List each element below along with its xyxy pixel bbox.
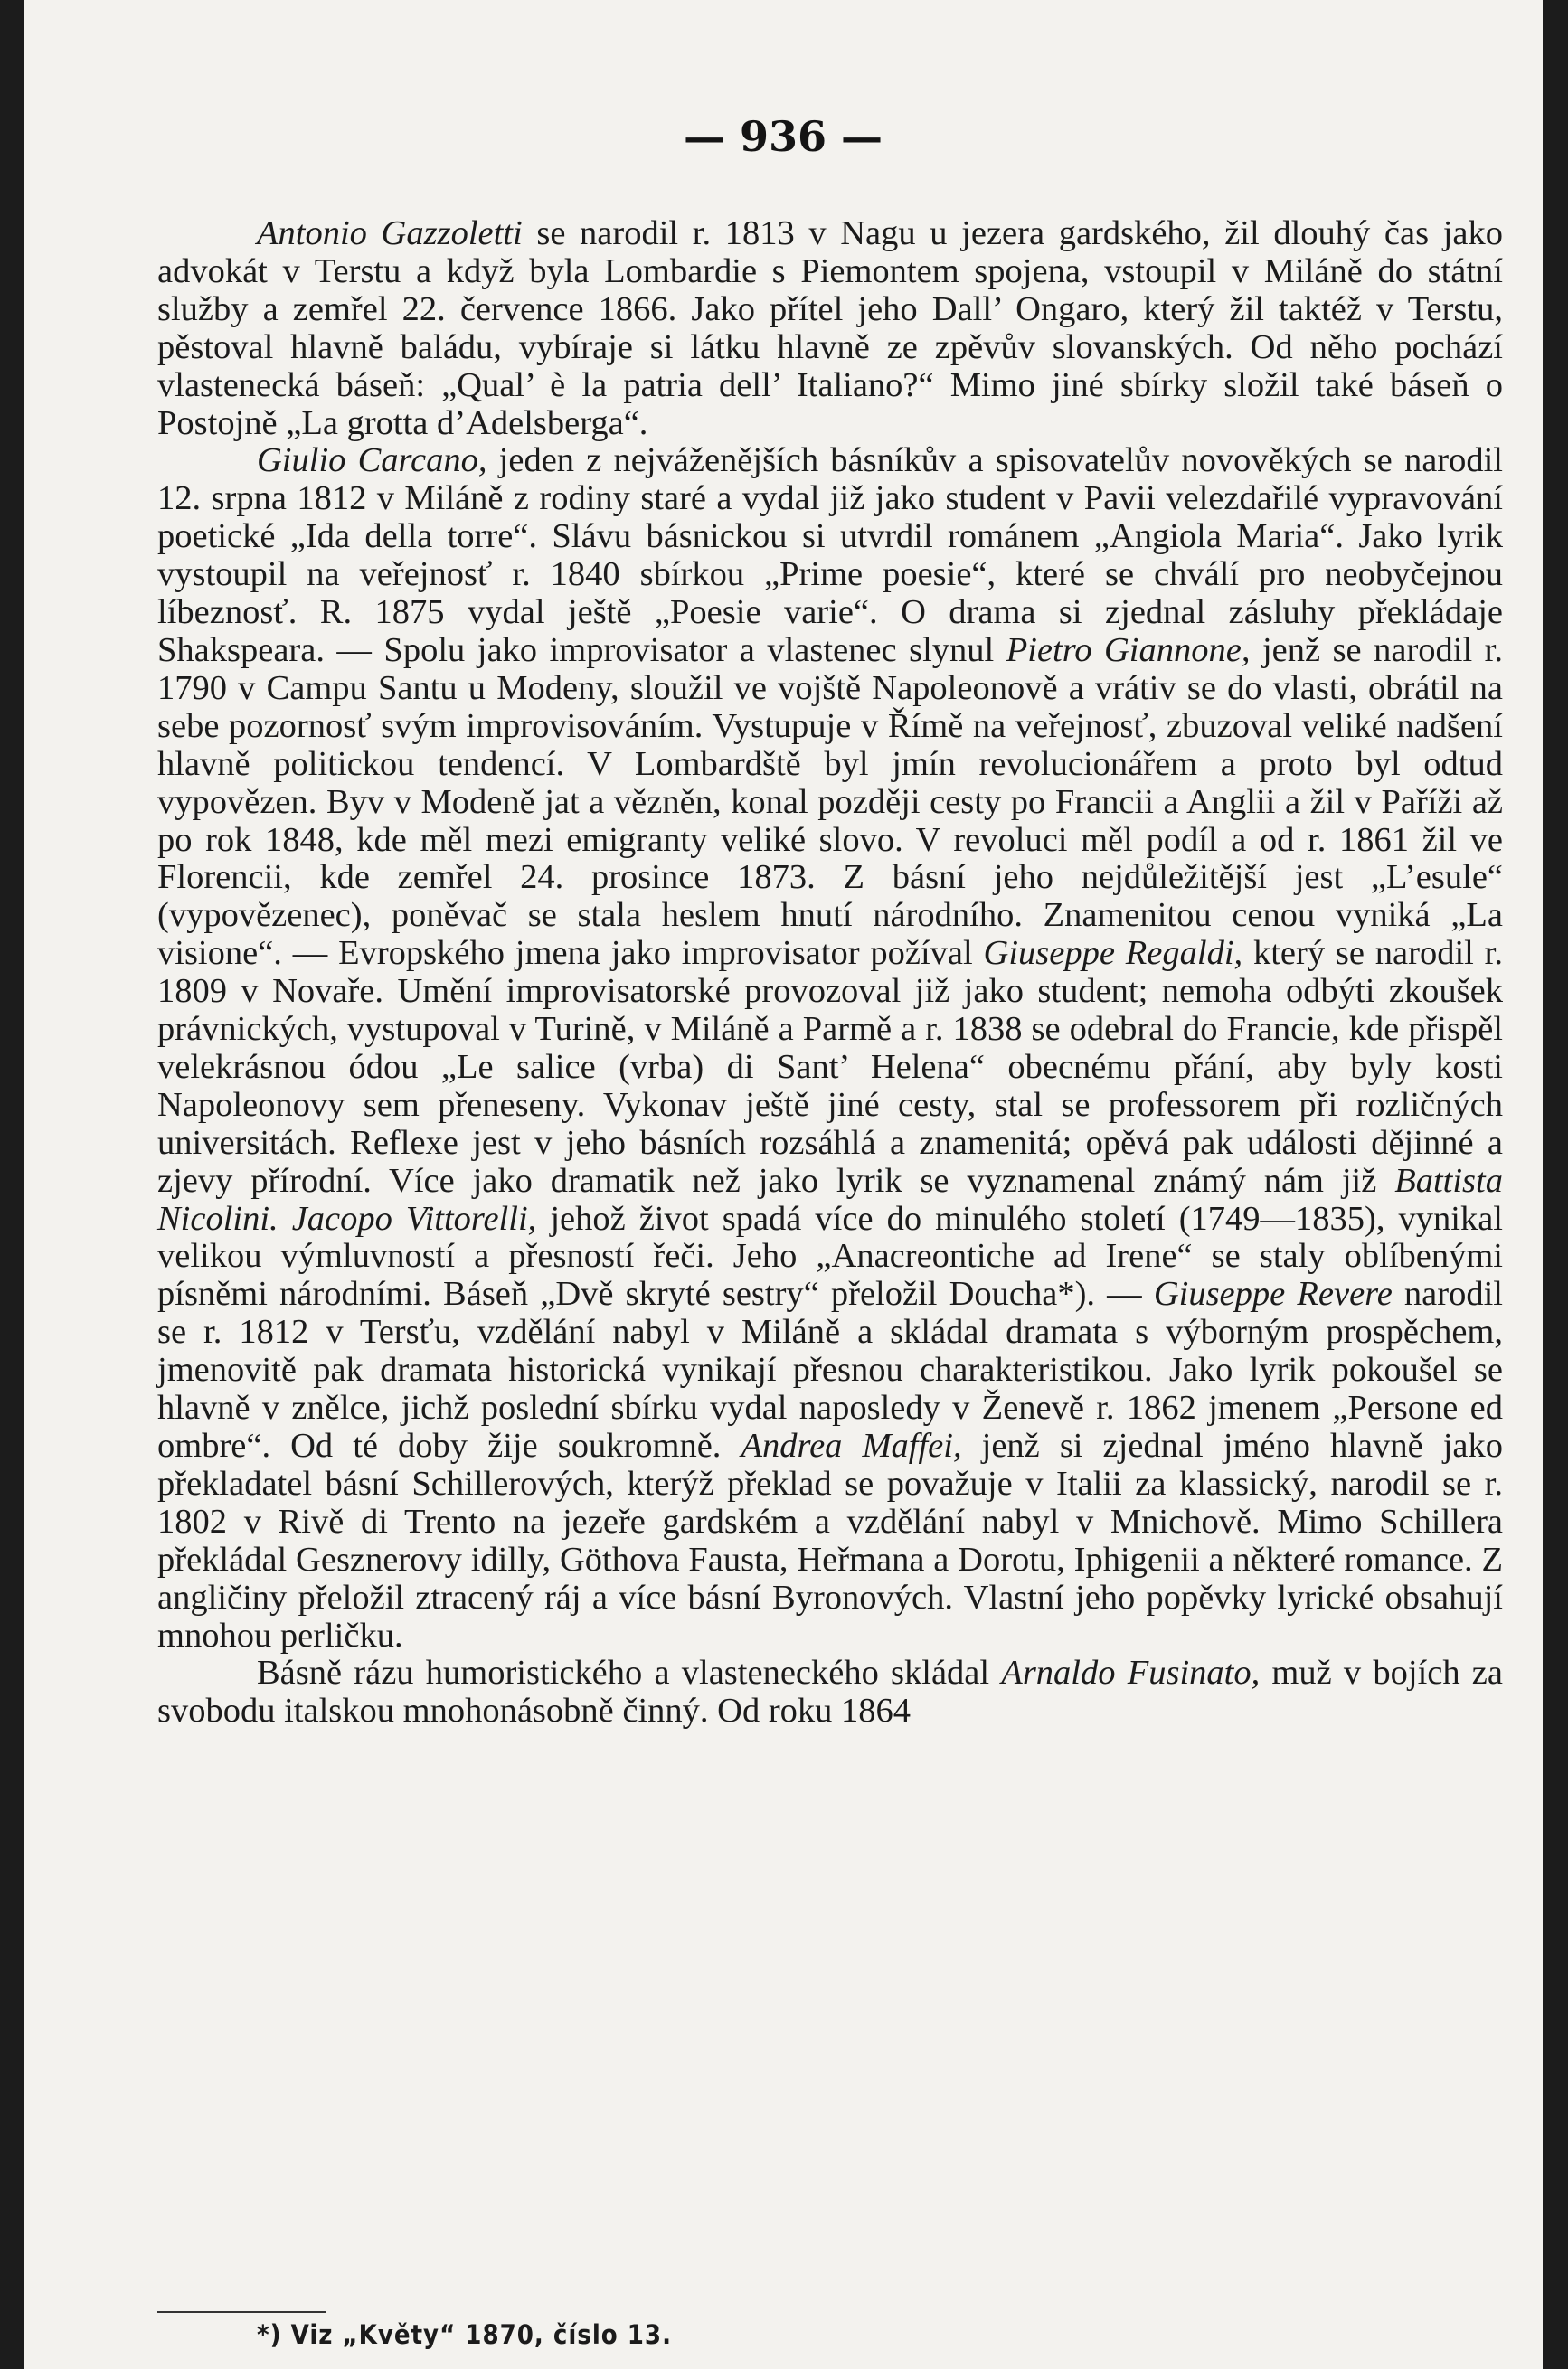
person-name: Andrea Maffei, [741,1427,962,1465]
paragraph-text: jenž se narodil r. 1790 v Campu Santu u Modeny, sloužil ve vojště Napoleonově a vrátiv se do vlasti, obrátil na sebe pozornosť svým improvisováním. Vystupuje v Římě na veřejnosť, zbuzoval veliké nadšení hlavně politickou tendencí. V Lombardště byl jmín revolucionářem a proto byl odtud vypovězen. Byv v Modeně jat a vězněn, konal později cesty po Francii a Anglii a žil v Paříži až po rok 1848, kde měl mezi emigranty veliké slovo. V revoluci měl podíl a od r. 1861 žil ve Florencii, kde zemřel 24. prosince 1873. Z básní jeho nejdůležitější jest „L’esule“ (vypovězenec), poněvač se stala heslem hnutí národního. Znamenitou cenou vyniká „La visione“. — Evropského jmena jako improvisator požíval [157,630,1503,973]
footnote: *) Viz „Květy“ 1870, číslo 13. [257,2319,672,2350]
paragraph-text: jeden z nejváženějších básníkův a spisovatelův novověkých se narodil 12. srpna 1812 v Miláně z rodiny staré a vydal již jako student v Pavii velezdařilé vypravování poetické „Ida della torre“. Slávu básnickou si utvrdil románem „Angiola Maria“. Jako lyrik vystoupil na veřejnosť r. 1840 sbírkou „Prime poesie“, které se chválí pro neobyčejnou líbeznosť. R. 1875 vydal ještě „Poesie varie“. O drama si zjednal zásluhy překládaje Shakspeara. — Spolu jako improvisator a vlastenec slynul [157,441,1503,669]
paragraph-text: který se narodil r. 1809 v Novaře. Umění improvisatorské provozoval již jako student; nemoha odbýti zkoušek právnických, vystupoval v Turině, v Miláně a Parmě a r. 1838 se odebral do Francie, kde přispěl velekrásnou ódou „Le salice (vrba) di Sant’ Helena“ obecnému přání, aby byly kosti Napoleonovy sem přeneseny. Vykonav ještě jiné cesty, stal se professorem při rozličných universitách. Reflexe jest v jeho básních rozsáhlá a znamenitá; opěvá pak události dějinné a zjevy přírodní. Více jako dramatik než jako lyrik se vyznamenal známý nám již [157,934,1503,1200]
paragraph-gazzoletti [157,215,1503,442]
paragraph-carcano [157,442,1503,1655]
body-text [157,215,1503,1731]
paragraph-text: jehož život spadá více do minulého století (1749—1835), vynikal velikou výmluvností a přesností řeči. Jeho „Anacreontiche ad Irene“ se staly oblíbenými písněmi národními. Báseň „Dvě skryté sestry“ přeložil Doucha*). — [157,1199,1503,1314]
paragraph-fusinato [157,1655,1503,1731]
footnote-divider [157,2311,326,2313]
person-name: Arnaldo Fusinato, [1001,1654,1261,1693]
paragraph-text: jenž si zjednal jméno hlavně jako překladatel básní Schillerových, kterýž překlad se považuje v Italii za klassický, narodil se r. 1802 v Rivě di Trento na jezeře gardském a vzdělání nabyl v Mnichově. Mimo Schillera překládal Gesznerovy idilly, Göthova Fausta, Heřmana a Dorotu, Iphigenii a některé romance. Z angličiny přeložil ztracený ráj a více básní Byronových. Vlastní jeho popěvky lyrické obsahují mnohou perličku. [157,1427,1503,1655]
person-name: Antonio Gazzoletti [257,214,523,252]
person-name: Giulio Carcano, [257,441,487,480]
book-page [24,0,1543,2369]
person-name: Giuseppe Revere [1153,1275,1393,1314]
person-name: Giuseppe Regaldi, [983,934,1243,973]
person-name: Battista Nicolini. Jacopo Vittorelli, [157,1161,1503,1238]
paragraph-text: Básně rázu humoristického a vlasteneckého skládal [257,1654,1002,1693]
person-name: Pietro Giannone, [1006,630,1251,669]
paragraph-text: se narodil r. 1813 v Nagu u jezera gardského, žil dlouhý čas jako advokát v Terstu a když byla Lombardie s Piemontem spojena, vstoupil v Miláně do státní služby a zemřel 22. července 1866. Jako přítel jeho Dall’ Ongaro, který žil taktéž v Terstu, pěstoval hlavně baládu, vybíraje si látku hlavně ze zpěvův slovanských. Od něho pochází vlastenecká báseň: „Qual’ è la patria dell’ Italiano?“ Mimo jiné sbírky složil také báseň o Postojně „La grotta d’Adelsberga“. [157,214,1503,442]
paragraph-text: narodil se r. 1812 v Tersťu, vzdělání nabyl v Miláně a skládal dramata s výborným prospěchem, jmenovitě pak dramata historická vynikají přesnou charakteristikou. Jako lyrik pokoušel se hlavně v znělce, jichž poslední sbírku vydal naposledy v Ženevě r. 1862 jmenem „Persone ed ombre“. Od té doby žije soukromně. [157,1275,1503,1465]
page-number: — 936 — [683,112,883,161]
paragraph-text: muž v bojích za svobodu italskou mnohonásobně činný. Od roku 1864 [157,1654,1503,1731]
